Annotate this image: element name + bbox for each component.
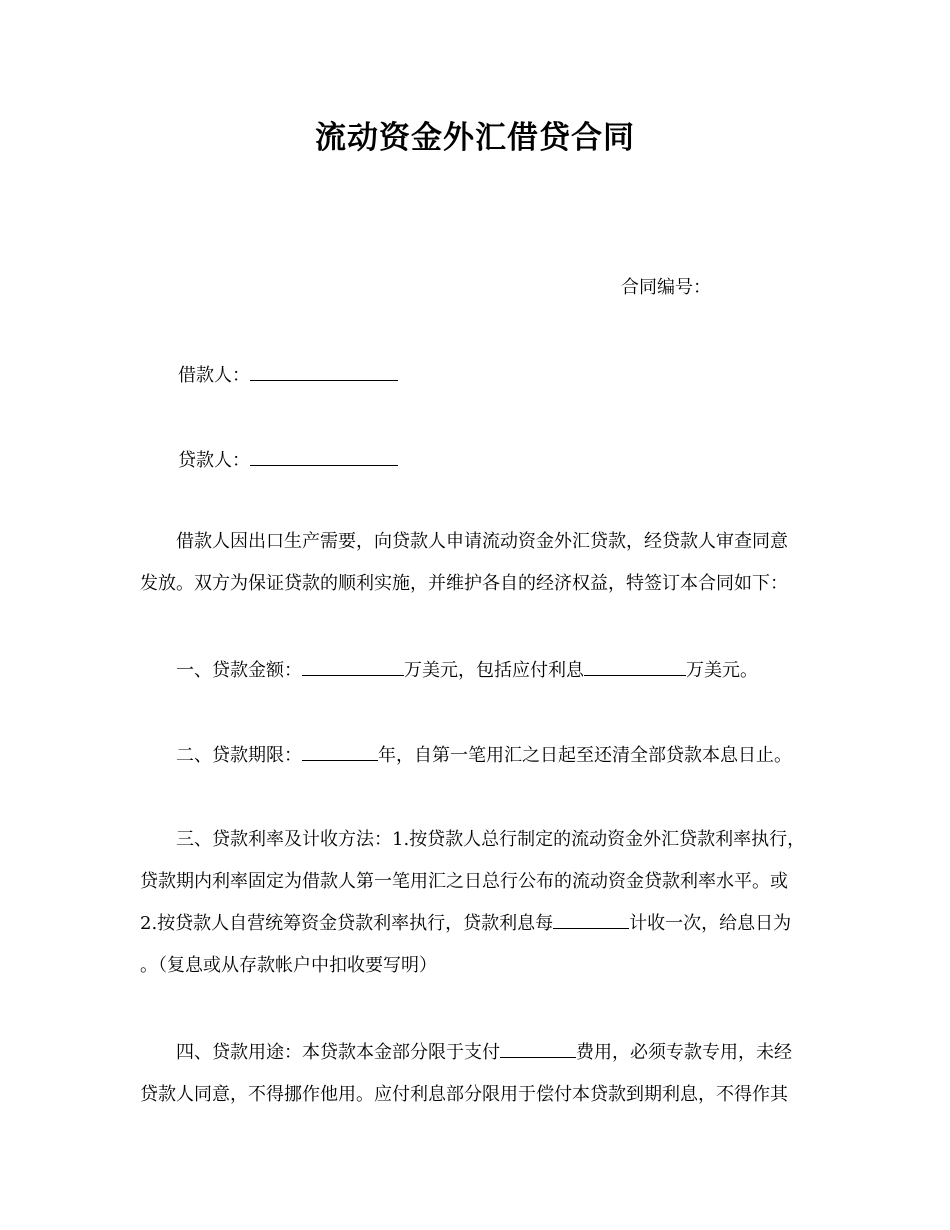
clause-interest (140, 819, 812, 987)
lender-label: 贷款人： (178, 450, 250, 471)
contract-number-label: 合同编号： (621, 277, 711, 298)
interest-period-blank (553, 910, 629, 929)
clause-interest-line: 。（复息或从存款帐户中扣收要写明） (140, 955, 437, 976)
lender-line (178, 447, 398, 472)
clause-amount-mid: 万美元，包括应付利息 (404, 660, 584, 681)
clause-amount-prefix: 一、贷款金额： (176, 660, 302, 681)
document-title: 流动资金外汇借贷合同 (315, 120, 635, 156)
clause-amount (140, 650, 812, 692)
preamble-line: 发放。双方为保证贷款的顺利实施，并维护各自的经济权益，特签订本合同如下： (140, 573, 788, 594)
clause-term-line (140, 735, 812, 777)
clause-purpose-prefix: 四、贷款用途：本贷款本金部分限于支付 (176, 1042, 500, 1063)
clause-amount-suffix: 万美元。 (686, 660, 758, 681)
clause-term (140, 735, 812, 777)
clause-interest-line: 三、贷款利率及计收方法：1.按贷款人总行制定的流动资金外汇贷款利率执行， (176, 829, 806, 850)
clause-interest-suffix: 计收一次，给息日为 (629, 913, 792, 934)
clause-purpose (140, 1032, 812, 1116)
borrower-line (178, 362, 398, 387)
clause-amount-line (140, 650, 812, 692)
clause-term-suffix: 年，自第一笔用汇之日起至还清全部贷款本息日止。 (378, 745, 792, 766)
clause-interest-line: 贷款期内利率固定为借款人第一笔用汇之日总行公布的流动资金贷款利率水平。或 (140, 871, 788, 892)
lender-blank (250, 447, 398, 466)
loan-term-blank (302, 742, 378, 761)
clause-interest-line (140, 903, 812, 945)
preamble-line: 借款人因出口生产需要，向贷款人申请流动资金外汇贷款，经贷款人审查同意 (176, 531, 788, 552)
interest-amount-blank (584, 657, 686, 676)
loan-amount-blank (302, 657, 404, 676)
clause-purpose-suffix: 费用，必须专款专用，未经 (576, 1042, 792, 1063)
clause-term-prefix: 二、贷款期限： (176, 745, 302, 766)
purpose-blank (500, 1039, 576, 1058)
preamble-paragraph (140, 521, 812, 605)
clause-interest-prefix: 2.按贷款人自营统筹资金贷款利率执行，贷款利息每 (140, 913, 554, 934)
clause-purpose-line (140, 1032, 812, 1074)
clause-purpose-line: 贷款人同意，不得挪作他用。应付利息部分限用于偿付本贷款到期利息，不得作其 (140, 1084, 788, 1105)
borrower-label: 借款人： (178, 365, 250, 386)
borrower-blank (250, 362, 398, 381)
